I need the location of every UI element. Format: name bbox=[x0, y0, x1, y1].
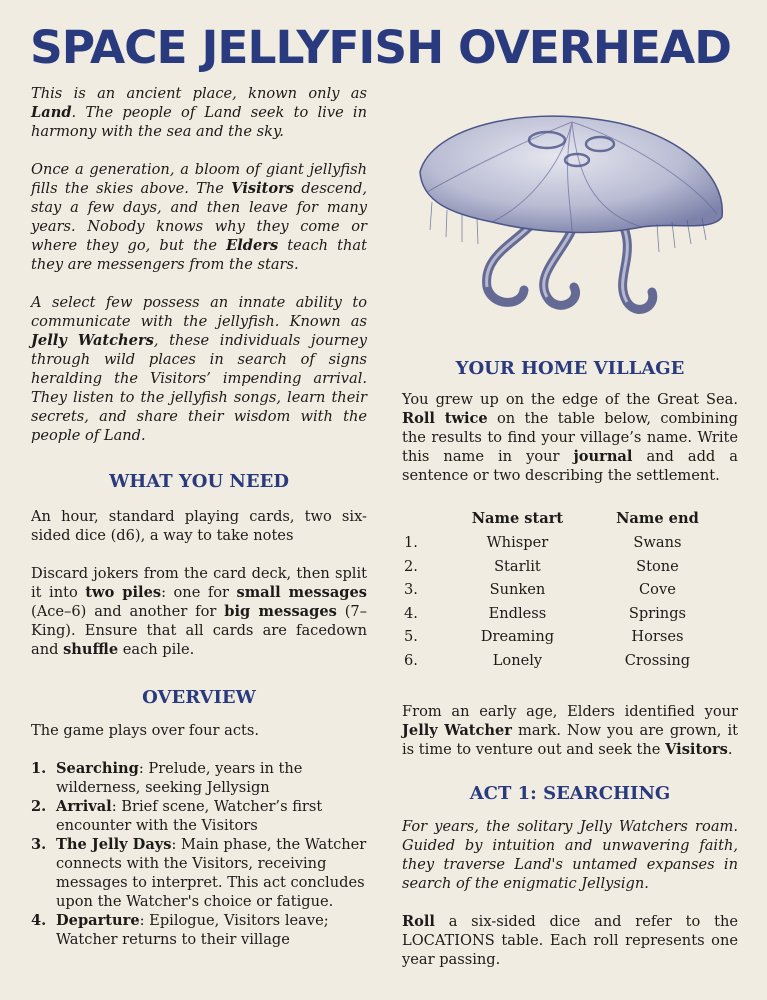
list-item: 1. Searching: Prelude, years in the wilderness, seeking Jellysign bbox=[31, 760, 303, 796]
intro-paragraph-3: A select few possess an innate ability to communicate with the jellyfish. Known as Jelly Watchers, these individuals journey through wild places in search of signs heralding the Visitors’ impending arrival. They listen to the jellyfish songs, learn their secrets, and share their wisdom with the people of Land. bbox=[31, 294, 368, 444]
act1-heading: ACT 1: SEARCHING bbox=[469, 783, 671, 804]
what-you-need-heading: WHAT YOU NEED bbox=[109, 471, 289, 492]
table-row: 4. Endless Springs bbox=[404, 604, 687, 622]
overview-heading: OVERVIEW bbox=[142, 687, 256, 708]
need-paragraph-1: An hour, standard playing cards, two six-sided dice (d6), a way to take notes bbox=[31, 508, 367, 544]
page-title: SPACE JELLYFISH OVERHEAD bbox=[30, 21, 731, 74]
list-item: 4. Departure: Epilogue, Visitors leave; Watcher returns to their village bbox=[31, 912, 329, 948]
overview-intro: The game plays over four acts. bbox=[31, 722, 259, 739]
table-row: 1. Whisper Swans bbox=[404, 534, 682, 552]
table-row: 5. Dreaming Horses bbox=[404, 628, 684, 646]
table-row: 6. Lonely Crossing bbox=[404, 651, 691, 669]
name-start-header: Name start bbox=[471, 509, 564, 527]
village-paragraph-1: You grew up on the edge of the Great Sea. Roll twice on the table below, combining the results to find your village’s name. Write this name in your journal and add a sentence or two describing the settlement. bbox=[402, 391, 738, 484]
intro-paragraph-2: Once a generation, a bloom of giant jellyfish fills the skies above. The Visitors descend, stay a few days, and then leave for many years. Nobody knows why they come or where they go, but the Elders teach that they are messengers from the stars. bbox=[31, 161, 367, 273]
table-row: 2. Starlit Stone bbox=[404, 557, 679, 575]
acts-list bbox=[31, 759, 367, 949]
left-column bbox=[31, 84, 367, 949]
table-row: 3. Sunken Cove bbox=[404, 581, 676, 599]
list-item: 2. Arrival: Brief scene, Watcher’s first encounter with the Visitors bbox=[31, 798, 323, 834]
village-paragraph-2: From an early age, Elders identified your Jelly Watcher mark. Now you are grown, it is time to venture out and seek the Visitors. bbox=[402, 703, 738, 758]
village-name-table bbox=[404, 505, 724, 672]
jellyfish-icon bbox=[412, 102, 736, 322]
list-item: 3. The Jelly Days: Main phase, the Watcher connects with the Visitors, receiving messages to interpret. This act concludes upon the Watcher's choice or fatigue. bbox=[31, 836, 367, 910]
right-column bbox=[402, 356, 738, 969]
home-village-heading: YOUR HOME VILLAGE bbox=[455, 358, 685, 379]
need-paragraph-2: Discard jokers from the card deck, then split it into two piles: one for small messages (Ace–6) and another for big messages (7–King). Ensure that all cards are facedown and shuffle each pile. bbox=[31, 565, 368, 658]
name-end-header: Name end bbox=[616, 509, 699, 527]
act1-paragraph-2: Roll a six-sided dice and refer to the LOCATIONS table. Each roll represents one year passing. bbox=[402, 913, 738, 968]
intro-paragraph-1: This is an ancient place, known only as Land. The people of Land seek to live in harmony with the sea and the sky. bbox=[31, 85, 367, 140]
act1-paragraph-1: For years, the solitary Jelly Watchers roam. Guided by intuition and unwavering faith, they traverse Land's untamed expanses in search of the enigmatic Jellysign. bbox=[402, 818, 738, 892]
